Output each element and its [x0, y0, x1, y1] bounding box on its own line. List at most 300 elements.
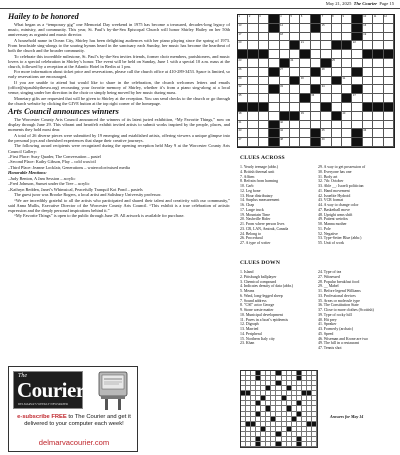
crossword-cell[interactable]: [384, 41, 394, 50]
crossword-block: [290, 41, 300, 50]
crossword-block: [311, 24, 321, 33]
crossword-cell[interactable]: [300, 112, 310, 121]
crossword-cell[interactable]: [300, 121, 310, 130]
crossword-block: [332, 112, 342, 121]
clue-item: 19. Mountain Time: [240, 212, 270, 217]
crossword-cell[interactable]: [311, 121, 321, 130]
crossword-cell[interactable]: [290, 85, 300, 94]
clue-item: 50. Manna mother: [318, 222, 347, 226]
crossword-cell[interactable]: [332, 129, 342, 138]
clue-item: 4. British thermal unit: [240, 169, 275, 174]
clue-item: 3. Chemical compound: [240, 279, 277, 284]
crossword-cell[interactable]: [280, 15, 290, 24]
crossword-cell[interactable]: [259, 129, 269, 138]
crossword-block: [290, 77, 300, 86]
crossword-cell[interactable]: [269, 41, 279, 50]
crossword-cell[interactable]: [300, 24, 310, 33]
clue-item: 9. Stone waste matter: [240, 308, 274, 312]
crossword-cell[interactable]: [259, 41, 269, 50]
crossword-cell[interactable]: [342, 121, 352, 130]
crossword-cell[interactable]: [321, 24, 331, 33]
crossword-cell[interactable]: [342, 77, 352, 86]
crossword-cell[interactable]: [238, 138, 248, 147]
crossword-cell[interactable]: [300, 77, 310, 86]
crossword-cell[interactable]: [332, 59, 342, 68]
ad-website-link[interactable]: delmarvacourier.com: [38, 438, 110, 447]
crossword-cell[interactable]: [311, 112, 321, 121]
clue-item: 47. Tennis shot: [318, 346, 342, 350]
crossword-cell[interactable]: [311, 33, 321, 42]
crossword-block: [352, 68, 362, 77]
clue-item: 13. Married: [240, 327, 259, 331]
cell-number: 18: [280, 32, 283, 36]
crossword-block: [352, 24, 362, 33]
crossword-cell[interactable]: [321, 112, 331, 121]
ad-line2: delivered to your computer each week!: [24, 421, 124, 427]
crossword-cell[interactable]: [373, 138, 383, 147]
crossword-cell[interactable]: [342, 68, 352, 77]
crossword-cell[interactable]: [373, 33, 383, 42]
crossword-cell[interactable]: [259, 85, 269, 94]
crossword-cell[interactable]: [311, 59, 321, 68]
crossword-cell[interactable]: [300, 85, 310, 94]
clue-item: 41. Speaker: [318, 322, 337, 327]
clues-down-left: [240, 270, 316, 346]
crossword-cell[interactable]: [290, 50, 300, 59]
crossword-cell[interactable]: [321, 129, 331, 138]
crossword-cell[interactable]: [384, 85, 394, 94]
crossword-block: [363, 50, 373, 59]
clue-item: 12. Leg bone: [240, 188, 261, 193]
crossword-cell[interactable]: [269, 50, 279, 59]
cell-number: 37: [352, 94, 356, 98]
crossword-cell[interactable]: [290, 129, 300, 138]
crossword-block: [321, 59, 331, 68]
clue-item: 4. Indicates density of data (abbr.): [240, 284, 294, 289]
article-paragraph: “My Favorite Things” is open to the public through June 29. All artwork is available for purchase.: [14, 213, 185, 219]
cell-number: 7: [321, 15, 324, 18]
crossword-cell[interactable]: [321, 138, 331, 147]
crossword-cell[interactable]: [332, 103, 342, 112]
clue-item: 33. Able __: Israeli politician: [318, 184, 364, 188]
article-paragraph: The guest juror was Brooke Rogers, a local artist and Salisbury University professor.: [14, 192, 162, 198]
crossword-cell[interactable]: [363, 59, 373, 68]
crossword-cell[interactable]: [248, 68, 258, 77]
crossword-cell[interactable]: [259, 59, 269, 68]
crossword-cell[interactable]: [300, 41, 310, 50]
crossword-cell[interactable]: [290, 94, 300, 103]
crossword-cell[interactable]: [373, 59, 383, 68]
crossword-block: [269, 138, 279, 147]
clue-item: 43. VCR format: [318, 198, 344, 203]
crossword-cell[interactable]: [259, 68, 269, 77]
crossword-cell[interactable]: [248, 129, 258, 138]
crossword-cell[interactable]: [290, 15, 303, 24]
crossword-cell[interactable]: [238, 68, 248, 77]
crossword-cell[interactable]: [280, 24, 290, 33]
crossword-cell[interactable]: [311, 94, 321, 103]
cell-number: 26: [238, 67, 242, 71]
crossword-cell[interactable]: [352, 121, 362, 130]
crossword-cell[interactable]: [363, 112, 373, 121]
logo-courier: Courier: [17, 378, 85, 402]
cell-number: 25: [332, 59, 335, 62]
crossword-cell[interactable]: [248, 138, 258, 147]
crossword-cell[interactable]: [269, 33, 279, 42]
crossword-cell[interactable]: [363, 41, 373, 50]
crossword-block: [248, 103, 258, 112]
cell-number: 11: [373, 15, 377, 18]
clue-item: 31. Body art: [318, 174, 338, 179]
crossword-cell[interactable]: [290, 59, 300, 68]
cell-number: 13: [238, 23, 242, 27]
crossword-cell[interactable]: [248, 15, 261, 24]
crossword-block: [238, 50, 248, 59]
crossword-cell[interactable]: [300, 129, 310, 138]
crossword-cell[interactable]: [332, 50, 342, 59]
crossword-cell[interactable]: [352, 103, 362, 112]
courier-logo: [13, 371, 83, 409]
crossword-block: [269, 121, 279, 130]
honorable-line: –Judy Benton, A Jam Session – acrylic: [8, 175, 76, 181]
cell-number: 40: [342, 111, 346, 115]
crossword-cell[interactable]: [321, 68, 331, 77]
crossword-cell[interactable]: [384, 15, 394, 24]
crossword-block: [363, 103, 373, 112]
crossword-cell[interactable]: [238, 94, 248, 103]
article-paragraph: Monetary gifts are requested that will be given to Shirley at the reception. You can send checks to the church or go through the church website by clicking the GIVE button at the top right corner of the homepage.: [8, 95, 230, 106]
crossword-cell[interactable]: [280, 85, 290, 94]
crossword-block: [384, 103, 394, 112]
crossword-block: [269, 85, 279, 94]
crossword-block: [238, 103, 248, 112]
previous-answers-grid: [240, 370, 318, 448]
clue-item: 15. Northern Italy city: [240, 336, 275, 341]
crossword-cell[interactable]: [311, 77, 321, 86]
clues-down-heading: CLUES DOWN: [240, 260, 281, 266]
crossword-cell[interactable]: [373, 15, 383, 24]
crossword-cell[interactable]: [373, 41, 383, 50]
clue-item: 10. Municipal development: [240, 312, 283, 317]
header-date: May 21, 2025: [325, 1, 352, 6]
crossword-cell[interactable]: [311, 50, 321, 59]
courier-subscription-ad[interactable]: [8, 366, 138, 452]
crossword-cell[interactable]: [363, 33, 373, 42]
cell-number: 32: [238, 85, 242, 89]
crossword-cell[interactable]: [259, 33, 269, 42]
crossword-cell[interactable]: [269, 77, 279, 86]
crossword-block: [373, 50, 383, 59]
crossword-cell[interactable]: [342, 112, 352, 121]
crossword-cell[interactable]: [300, 15, 310, 24]
crossword-cell[interactable]: [384, 77, 394, 86]
crossword-cell[interactable]: [373, 94, 383, 103]
crossword-cell[interactable]: [300, 59, 310, 68]
clue-item: 17. Large truck: [240, 207, 264, 212]
cell-number: 28: [321, 67, 325, 71]
crossword-cell[interactable]: [259, 77, 269, 86]
cell-number: 3: [259, 15, 261, 18]
crossword-cell[interactable]: [269, 59, 279, 68]
crossword-cell[interactable]: [342, 24, 352, 33]
clues-down-right: [318, 270, 398, 351]
article-paragraph: A total of 26 diverse pieces were submitted by 19 emerging and established artists, offering viewers a unique glimpse into the personal joys and cherished experiences that shape their creative journeys.: [8, 132, 230, 143]
crossword-cell[interactable]: [363, 129, 373, 138]
crossword-cell[interactable]: [352, 94, 362, 103]
clue-item: 13. Hour distributary: [240, 193, 273, 198]
crossword-cell[interactable]: [300, 68, 310, 77]
cell-number: 36: [311, 94, 315, 98]
crossword-cell[interactable]: [384, 24, 394, 33]
clue-item: 27. A type of writer: [240, 241, 271, 245]
crossword-cell[interactable]: [352, 41, 362, 50]
clue-item: 16. Chap: [240, 203, 255, 207]
crossword-cell[interactable]: [352, 59, 362, 68]
crossword-cell[interactable]: [280, 50, 290, 59]
crossword-cell[interactable]: [363, 24, 373, 33]
article-title-hailey: Hailey to be honored: [8, 12, 79, 21]
crossword-cell[interactable]: [269, 103, 279, 112]
crossword-block: [300, 94, 310, 103]
crossword-cell[interactable]: [290, 33, 300, 42]
cell-number: 12: [384, 15, 387, 18]
crossword-cell[interactable]: [259, 15, 269, 24]
clue-item: 37. Close to more clothes (Scottish): [318, 308, 374, 312]
crossword-cell[interactable]: [332, 15, 342, 24]
cell-number: 29: [238, 76, 242, 80]
crossword-cell[interactable]: [290, 24, 300, 33]
crossword-cell[interactable]: [321, 94, 331, 103]
clues-across-left: [240, 165, 316, 246]
crossword-cell[interactable]: [248, 85, 258, 94]
clue-item: 8. Refrain from harming: [240, 179, 279, 184]
clue-item: 35. Areas or molecule type: [318, 298, 360, 303]
clue-item: 5. Means: [240, 289, 255, 293]
crossword-cell[interactable]: [238, 85, 248, 94]
crossword-cell[interactable]: [342, 15, 352, 24]
crossword-cell[interactable]: [280, 103, 290, 112]
crossword-cell[interactable]: [342, 138, 352, 147]
crossword-block: [321, 103, 331, 112]
clue-item: 49. Patient weirdos: [318, 217, 348, 222]
cell-number: 43: [238, 129, 242, 133]
crossword-cell[interactable]: [384, 121, 394, 130]
clue-item: 42. Israelite Hydroid: [318, 193, 351, 198]
crossword-cell[interactable]: [373, 85, 383, 94]
crossword-cell[interactable]: [290, 138, 300, 147]
clue-item: 23. CB, LAN, Amtrak, Canada: [240, 226, 289, 231]
crossword-cell[interactable]: [342, 129, 352, 138]
crossword-cell[interactable]: [248, 94, 258, 103]
crossword-cell[interactable]: [290, 121, 300, 130]
article-title-arts-council: Arts Council announces winners: [8, 106, 119, 116]
crossword-cell[interactable]: [269, 112, 279, 121]
crossword-cell[interactable]: [238, 112, 248, 121]
crossword-cell[interactable]: [248, 41, 258, 50]
ad-line1-rest: to The Courier and get it: [66, 414, 131, 420]
crossword-cell[interactable]: [384, 68, 394, 77]
crossword-block: [311, 68, 321, 77]
cell-number: 33: [280, 85, 283, 89]
crossword-cell[interactable]: [373, 24, 383, 33]
cell-number: 34: [321, 85, 325, 89]
cell-number: 16: [363, 23, 367, 27]
clue-item: 27. Witnessed: [318, 274, 340, 279]
article-paragraph: A household name in Ocean City, Shirley has been delighting audiences with her piano playing since the spring of 1973. From beachside sing-alongs to the soaring hymns heard in the sanctuary each Sunday, her music has become the heartbeat of both the church and the broader community.: [8, 37, 230, 54]
cell-number: 5: [290, 15, 292, 18]
clue-item: 32. 7th: October: [318, 179, 344, 184]
crossword-cell[interactable]: [384, 59, 394, 68]
crossword-cell[interactable]: [311, 41, 321, 50]
clues-across-heading: CLUES ACROSS: [240, 155, 285, 161]
crossword-cell[interactable]: [342, 50, 352, 59]
crossword-cell[interactable]: [352, 112, 362, 121]
crossword-cell[interactable]: [290, 103, 300, 112]
clue-item: 14. Peripheral: [240, 331, 262, 336]
crossword-cell[interactable]: [342, 33, 352, 42]
clue-item: 7. Sound address: [240, 298, 267, 303]
crossword-cell[interactable]: [332, 24, 342, 33]
crossword-cell[interactable]: [248, 77, 258, 86]
cell-number: 24: [290, 59, 294, 62]
crossword-cell[interactable]: [342, 85, 352, 94]
cell-number: 45: [321, 129, 325, 133]
crossword-cell[interactable]: [384, 112, 394, 121]
clue-item: 49. The hill in a restaurant: [318, 341, 359, 346]
cell-number: 42: [280, 120, 283, 124]
crossword-cell[interactable]: [248, 24, 258, 33]
answer-cell: [312, 442, 317, 447]
crossword-cell[interactable]: [321, 85, 331, 94]
crossword-block: [352, 138, 362, 147]
cell-number: 23: [238, 59, 242, 62]
cell-number: 38: [238, 111, 242, 115]
crossword-block: [342, 41, 352, 50]
clue-item: 47. Basketball move: [318, 207, 350, 212]
crossword-cell[interactable]: [321, 15, 334, 24]
clue-item: 1. Island: [240, 270, 254, 274]
crossword-grid[interactable]: [237, 14, 395, 148]
crossword-cell[interactable]: [238, 24, 248, 33]
crossword-cell[interactable]: [384, 94, 394, 103]
crossword-cell[interactable]: [321, 33, 331, 42]
crossword-cell[interactable]: [300, 103, 310, 112]
honorable-line: –Fred Johnson, Sunset under the Tree – acrylic: [8, 181, 90, 187]
crossword-cell[interactable]: [342, 103, 352, 112]
clue-item: 1. Yearly teenage (abbr.): [240, 165, 279, 169]
crossword-block: [342, 94, 352, 103]
cell-number: 48: [280, 138, 283, 142]
clue-item: 11. Paves in a boat’s epidermis: [240, 317, 289, 322]
crossword-cell[interactable]: [280, 138, 290, 147]
crossword-cell[interactable]: [290, 68, 300, 77]
clue-item: 10. Carb: [240, 184, 254, 188]
crossword-cell[interactable]: [248, 59, 258, 68]
crossword-cell[interactable]: [238, 59, 248, 68]
crossword-cell[interactable]: [300, 138, 310, 147]
cell-number: 27: [280, 67, 283, 71]
honorable-line: –Kathryn Redden, Janet’s Whimsical, Peacefully Tranquil Koi Pond – pastels: [8, 186, 143, 192]
logo-tagline: DELMARVA’S WEEKLY NEWSPAPER: [18, 402, 68, 406]
article-paragraph: “We are incredibly grateful to all the artists who participated and shared their talent and creativity with our community,” said Anna Mullis, Executive Director of the Worcester County Arts Council. “This exhibit is a true celebration of artistic expression and the deeply personal inspirations behind it.”: [8, 197, 230, 213]
crossword-cell[interactable]: [332, 68, 342, 77]
cell-number: 44: [280, 129, 283, 133]
crossword-cell[interactable]: [280, 129, 290, 138]
crossword-cell[interactable]: [363, 77, 373, 86]
crossword-cell[interactable]: [259, 94, 269, 103]
cell-number: 15: [321, 23, 325, 27]
crossword-cell[interactable]: [352, 50, 362, 59]
crossword-cell[interactable]: [311, 103, 321, 112]
crossword-cell[interactable]: [373, 68, 383, 77]
clue-item: 12. Digraph: [240, 322, 259, 327]
crossword-block: [259, 103, 269, 112]
crossword-cell[interactable]: [384, 138, 394, 147]
crossword-cell[interactable]: [363, 15, 373, 24]
crossword-cell[interactable]: [259, 24, 269, 33]
crossword-cell[interactable]: [373, 77, 383, 86]
crossword-cell[interactable]: [280, 33, 290, 42]
crossword-cell[interactable]: [384, 33, 394, 42]
crossword-cell[interactable]: [259, 138, 269, 147]
clue-item: 45. Speed: [318, 331, 334, 336]
clue-item: 24. Type of tea: [318, 270, 342, 274]
crossword-cell[interactable]: [280, 94, 290, 103]
crossword-cell[interactable]: [373, 121, 383, 130]
crossword-cell[interactable]: [259, 112, 269, 121]
crossword-cell[interactable]: [248, 121, 258, 130]
crossword-cell[interactable]: [248, 33, 258, 42]
crossword-block: [373, 103, 383, 112]
crossword-cell[interactable]: [321, 50, 331, 59]
crossword-cell[interactable]: [373, 129, 383, 138]
crossword-cell[interactable]: [352, 77, 362, 86]
crossword-cell[interactable]: [332, 94, 342, 103]
crossword-cell[interactable]: [280, 41, 290, 50]
crossword-cell[interactable]: [321, 41, 331, 50]
crossword-cell[interactable]: [363, 138, 373, 147]
crossword-cell[interactable]: [238, 15, 251, 24]
cell-number: 31: [342, 76, 346, 80]
winner-line: –Third Place: Jeanne Locklair, Generations – watercolor/mixed media: [8, 164, 130, 170]
clues-across-right: [318, 165, 398, 246]
clue-item: 7. Affirm: [240, 174, 255, 179]
crossword-cell[interactable]: [238, 129, 248, 138]
crossword-cell[interactable]: [332, 85, 342, 94]
crossword-cell[interactable]: [332, 121, 342, 130]
clue-item: 43. Formerly (archaic): [318, 327, 354, 331]
crossword-block: [352, 15, 362, 24]
crossword-block: [311, 85, 321, 94]
crossword-cell[interactable]: [332, 33, 342, 42]
crossword-cell[interactable]: [280, 68, 290, 77]
clue-item: 14. Surplus measurement: [240, 198, 280, 203]
crossword-cell[interactable]: [363, 94, 373, 103]
crossword-cell[interactable]: [342, 59, 352, 68]
crossword-cell[interactable]: [384, 129, 394, 138]
crossword-cell[interactable]: [332, 138, 342, 147]
crossword-cell[interactable]: [248, 112, 258, 121]
crossword-block: [352, 85, 362, 94]
crossword-cell[interactable]: [363, 68, 373, 77]
crossword-cell[interactable]: [373, 112, 383, 121]
crossword-cell[interactable]: [259, 121, 269, 130]
crossword-cell[interactable]: [269, 94, 279, 103]
clue-item: 29. __ Mabel: [318, 284, 339, 289]
article-paragraph: What began as a “temporary gig” one Memorial Day weekend in 1975 has become a treasured, decades-long legacy of music, ministry, and community. This year, St. Paul’s by-the-Sea Episcopal Church will honor Shirley Hailey on her 50th anniversary as organist and music director.: [8, 22, 230, 38]
crossword-cell[interactable]: [363, 85, 373, 94]
crossword-cell[interactable]: [238, 41, 248, 50]
